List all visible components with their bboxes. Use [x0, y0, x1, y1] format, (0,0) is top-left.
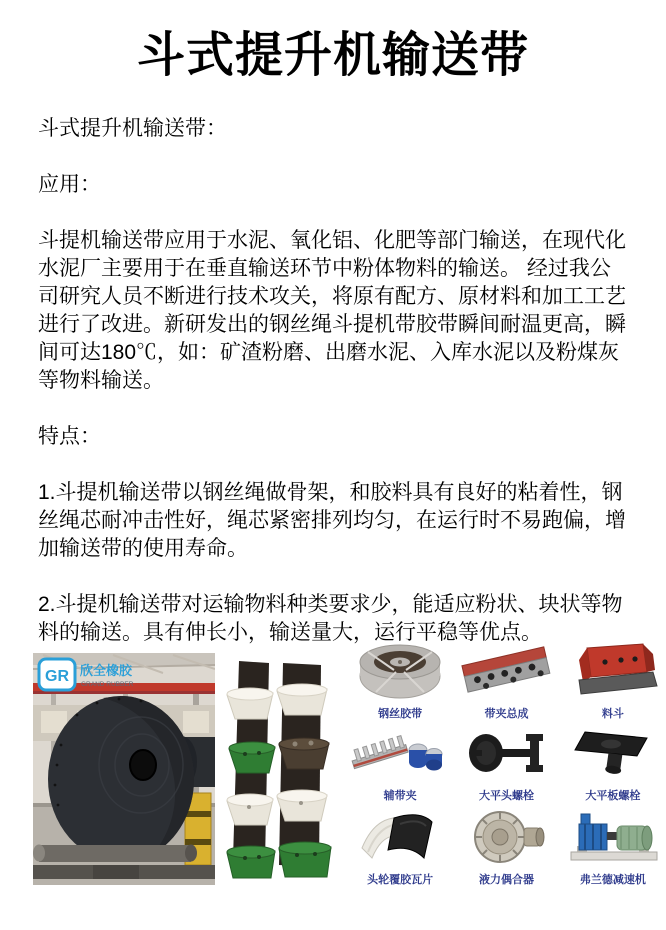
flender-reducer-image — [563, 806, 663, 868]
features-heading: 特点： — [38, 425, 101, 448]
accessory-grid — [347, 647, 666, 895]
article-body — [0, 115, 666, 647]
steel-cord-belt-image — [350, 640, 450, 702]
accessory-label: 辅带夹 — [383, 790, 417, 802]
accessory-item-flat-plate-bolt — [560, 727, 666, 809]
accessory-item-fluid-coupling — [453, 809, 559, 893]
logo-monogram: GR — [45, 668, 69, 685]
accessory-item-flender-reducer — [560, 809, 666, 893]
hopper-image — [563, 640, 663, 702]
application-paragraph: 斗提机输送带应用于水泥、氧化铝、化肥等部门输送，在现代化水泥厂主要用于在垂直输送环节中粉体物料的输送。 经过我公司研究人员不断进行技术攻关，将原有配方、原材料和加工工艺进行了改进。新研发出的钢丝绳斗提机带胶带瞬间耐温更高，瞬间可达180℃，如：矿渣粉磨、出磨水泥、入库水泥以及粉煤灰等物料输送。 — [38, 229, 626, 392]
accessory-label: 大平头螺栓 — [478, 790, 534, 802]
application-heading: 应用： — [38, 173, 101, 196]
intro-line: 斗式提升机输送带： — [38, 117, 227, 140]
accessory-item-head-wheel-rubber-tile — [347, 809, 453, 893]
feature-item-1: 1.斗提机输送带以钢丝绳做骨架，和胶料具有良好的粘着性，钢丝绳芯耐冲击性好，绳芯紧密排列均匀，在运行时不易跑偏，增加输送带的使用寿命。 — [38, 481, 626, 560]
belt-clamp-assembly-image — [456, 640, 556, 702]
accessory-label: 液力偶合器 — [478, 874, 534, 886]
accessory-label: 料斗 — [601, 708, 624, 720]
aux-belt-clip-image — [350, 722, 450, 784]
flat-head-bolt-image — [456, 722, 556, 784]
accessory-item-steel-cord-belt — [347, 647, 453, 727]
accessory-item-flat-head-bolt — [453, 727, 559, 809]
head-wheel-rubber-tile-image — [350, 806, 450, 868]
bucket-display-photo — [225, 657, 339, 879]
accessory-item-hopper — [560, 647, 666, 727]
accessory-label: 钢丝胶带 — [378, 708, 423, 720]
flat-plate-bolt-image — [563, 722, 663, 784]
bucket-board-illustration — [225, 657, 339, 879]
accessory-label: 带夹总成 — [484, 708, 529, 720]
fluid-coupling-image — [456, 806, 556, 868]
accessory-item-aux-belt-clip — [347, 727, 453, 809]
logo-name-en: GRAND RUBBER — [81, 681, 134, 688]
accessory-label: 大平板螺栓 — [585, 790, 641, 802]
factory-belt-photo — [33, 653, 215, 885]
page-title: 斗式提升机输送带 — [136, 29, 529, 82]
feature-item-2: 2.斗提机输送带对运输物料种类要求少，能适应粉状、块状等物料的输送。具有伸长小，输送量大，运行平稳等优点。 — [38, 593, 623, 644]
factory-belt-illustration — [33, 653, 215, 885]
accessory-label: 弗兰德减速机 — [579, 874, 646, 886]
accessory-item-belt-clamp-assembly — [453, 647, 559, 727]
logo-name-cn: 欣全橡胶 — [80, 663, 133, 678]
accessory-label: 头轮覆胶瓦片 — [367, 874, 434, 886]
product-gallery — [0, 645, 666, 895]
